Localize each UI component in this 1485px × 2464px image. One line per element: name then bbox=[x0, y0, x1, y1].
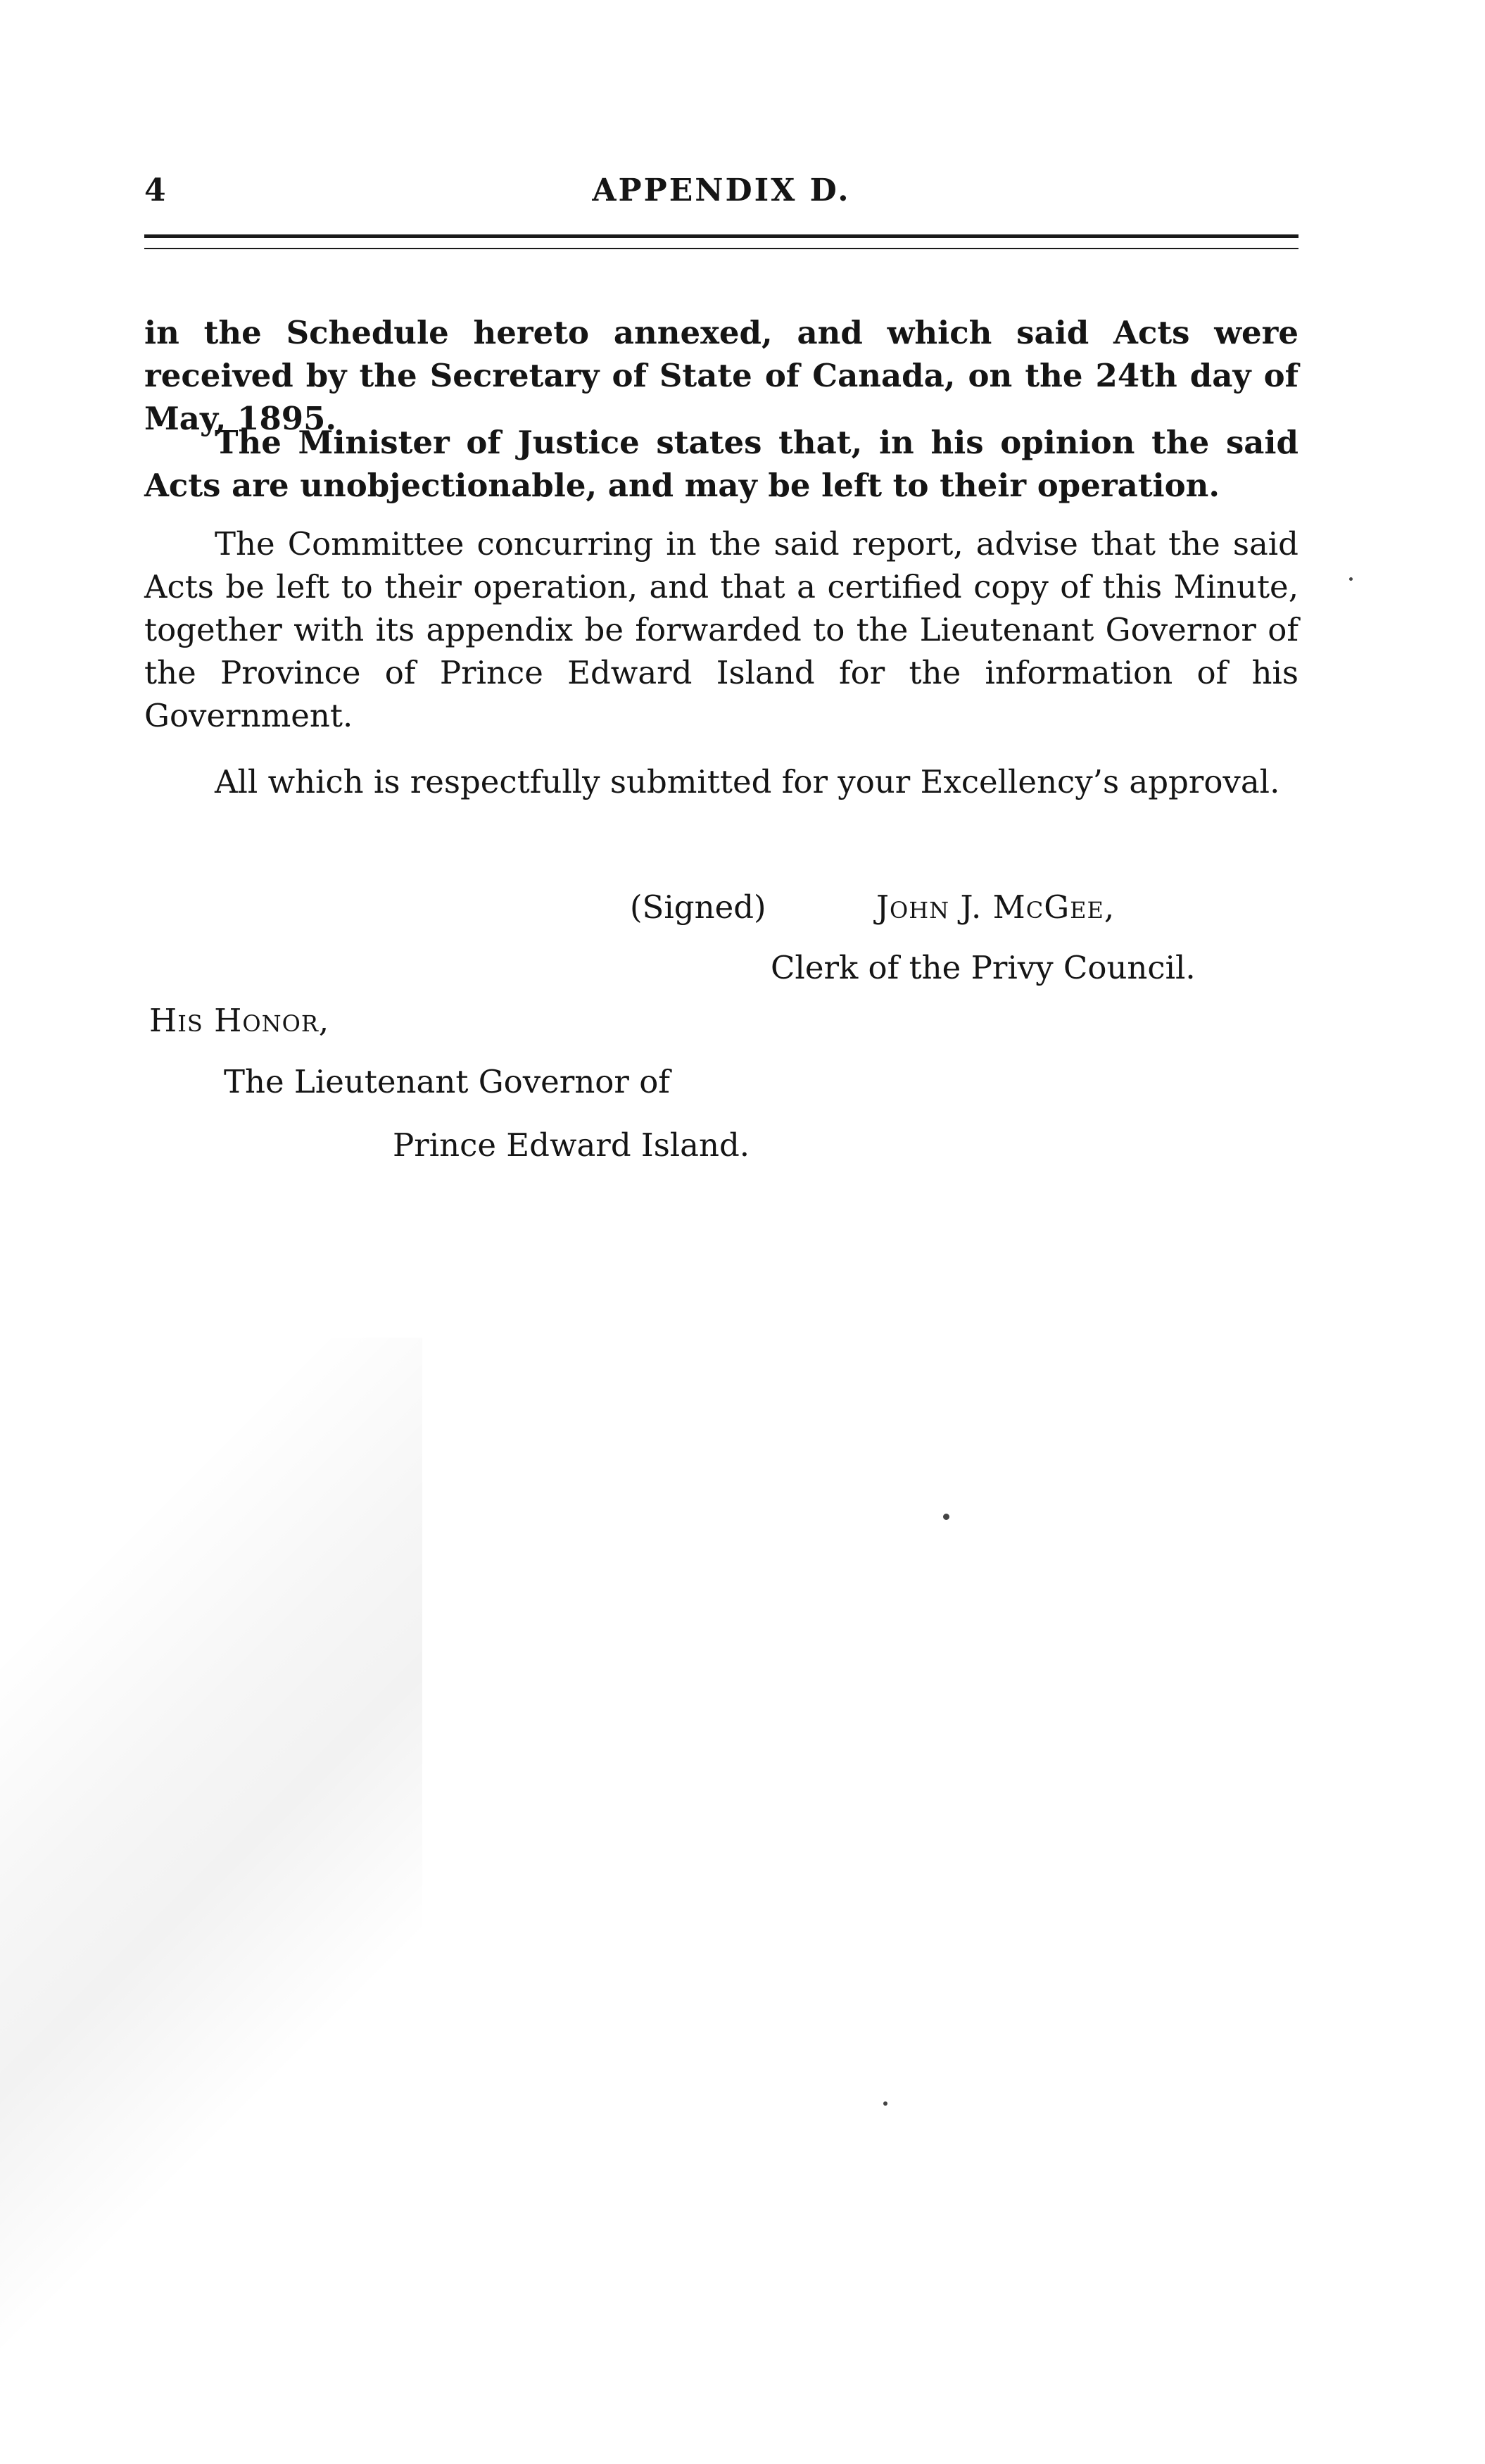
paragraph-3-text: The Committee concurring in the said report, advise that the said Acts be left to their operation, and that a certified copy of this Minute, together with its appendix be forwarded to the Lieutenant Governor of the Province of Prince Edward Island for the information of his Government. bbox=[144, 525, 1298, 734]
header-rule-thin bbox=[144, 248, 1298, 249]
signed-label: (Signed) bbox=[630, 888, 766, 926]
scan-shadow bbox=[0, 1338, 422, 2464]
print-speck bbox=[883, 2101, 887, 2106]
header-rule-thick bbox=[144, 234, 1298, 238]
print-speck bbox=[943, 1514, 949, 1520]
paragraph-4 bbox=[144, 760, 1298, 803]
page-number: 4 bbox=[144, 172, 166, 208]
signer-name: John J. McGee, bbox=[876, 888, 1116, 926]
paragraph-3 bbox=[144, 522, 1298, 737]
print-speck bbox=[1349, 577, 1353, 581]
paragraph-2 bbox=[144, 421, 1298, 507]
signer-title: Clerk of the Privy Council. bbox=[771, 949, 1196, 986]
page-header bbox=[144, 172, 1298, 222]
paragraph-2-text: The Minister of Justice states that, in his opinion the said Acts are unobjectionable, and may be left to their operation. bbox=[144, 424, 1298, 504]
paragraph-1-text: in the Schedule hereto annexed, and which said Acts were received by the Secretary of State of Canada, on the 24th day of May, 1895. bbox=[144, 314, 1298, 437]
addressee-line-2: Prince Edward Island. bbox=[393, 1126, 750, 1164]
addressee-line-1: The Lieutenant Governor of bbox=[224, 1063, 670, 1100]
paragraph-4-text: All which is respectfully submitted for your Excellency’s approval. bbox=[215, 763, 1280, 800]
running-title: APPENDIX D. bbox=[592, 172, 851, 208]
addressee-salutation: His Honor, bbox=[149, 1002, 330, 1039]
